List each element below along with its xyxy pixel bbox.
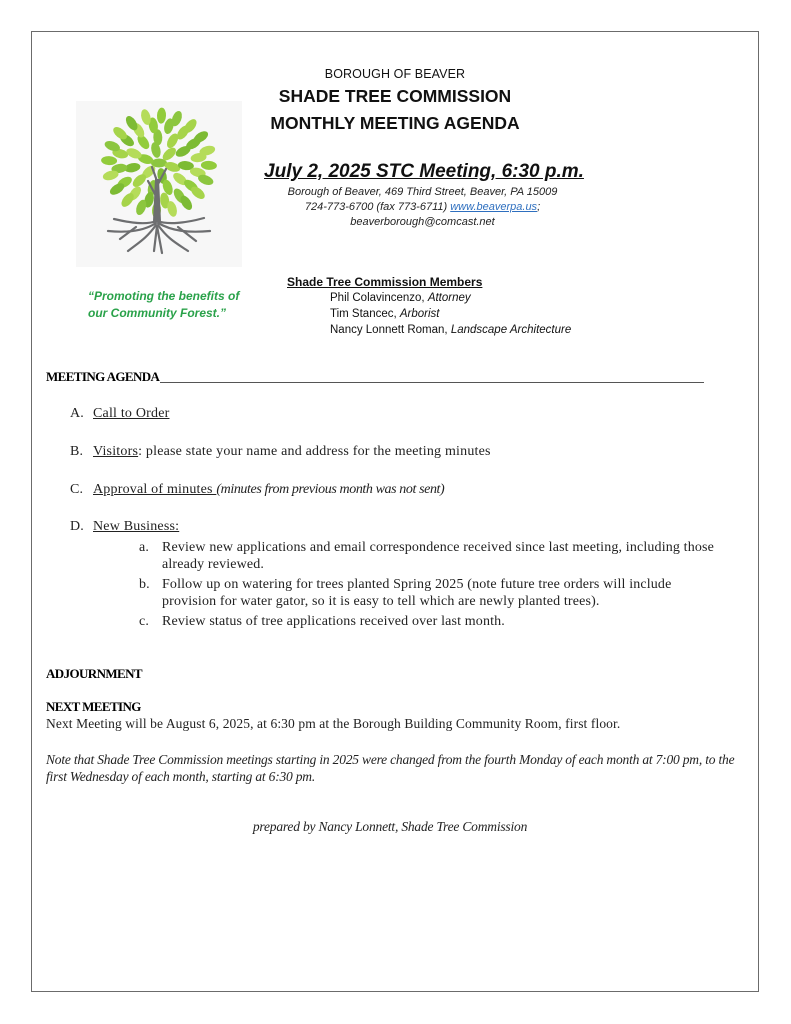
prepared-by: prepared by Nancy Lonnett, Shade Tree Commission	[252, 819, 528, 834]
phone-number: 724-773-6700 (fax 773-6711)	[304, 201, 448, 213]
item-letter: B.	[70, 444, 84, 459]
item-letter: A.	[70, 406, 85, 421]
address: Borough of Beaver, 469 Third Street, Beaver, PA 15009	[287, 186, 558, 198]
slogan-line-1: “Promoting the benefits of	[88, 289, 240, 303]
new-business-item-b	[139, 576, 722, 610]
member-item	[330, 308, 440, 320]
item-note: (minutes from previous month was not sent)	[216, 482, 445, 497]
next-meeting-text: Next Meeting will be August 6, 2025, at 6:30 pm at the Borough Building Community Room, first floor.	[46, 716, 621, 731]
tree-logo	[76, 101, 242, 267]
item-label: New Business:	[93, 519, 180, 534]
item-label: Call to Order	[93, 406, 170, 421]
agenda-title: MONTHLY MEETING AGENDA	[270, 113, 520, 133]
leaf-shape	[101, 156, 117, 166]
tree-icon	[76, 101, 242, 267]
organization-name: BOROUGH OF BEAVER	[324, 67, 466, 81]
item-label: Approval of minutes	[93, 482, 217, 497]
sub-item-text: Review status of tree applications received over last month.	[162, 614, 505, 629]
new-business-item-a	[139, 539, 722, 573]
adjournment-heading: ADJOURNMENT	[46, 666, 142, 681]
website-link[interactable]: www.beaverpa.us	[450, 201, 538, 213]
sub-item-letter: c.	[139, 614, 150, 629]
member-name: Nancy Lonnett Roman,	[330, 324, 451, 336]
agenda-heading-text: MEETING AGENDA	[46, 369, 160, 384]
member-item	[330, 324, 571, 336]
website-suffix: ;	[537, 201, 541, 213]
email-address: beaverborough@comcast.net	[350, 216, 495, 228]
slogan	[88, 288, 258, 322]
agenda-item-d	[70, 519, 179, 535]
member-item	[330, 292, 471, 304]
sub-item-letter: b.	[139, 577, 150, 592]
item-letter: C.	[70, 482, 84, 497]
agenda-item-a	[70, 406, 169, 422]
leaf-shape	[201, 160, 217, 170]
agenda-item-b	[70, 444, 491, 460]
leaf-shape	[157, 107, 167, 123]
member-name: Phil Colavincenzo,	[330, 292, 428, 304]
member-name: Tim Stancec,	[330, 308, 400, 320]
next-meeting-heading: NEXT MEETING	[46, 699, 141, 714]
member-role: Attorney	[427, 292, 471, 304]
sub-item-text: Review new applications and email correspondence received since last meeting, including those already reviewed.	[162, 540, 714, 572]
sub-item-text: Follow up on watering for trees planted Spring 2025 (note future tree orders will include provision for water gator, so it is easy to tell which are newly planted trees).	[162, 577, 672, 609]
agenda-heading	[46, 369, 704, 385]
meeting-date-heading: July 2, 2025 STC Meeting, 6:30 p.m.	[264, 161, 584, 182]
sub-item-letter: a.	[139, 540, 150, 555]
member-role: Arborist	[399, 308, 440, 320]
schedule-change-note: Note that Shade Tree Commission meetings starting in 2025 were changed from the fourth Monday of each month at 7:00 pm, to the first Wednesday of each month, starting at 6:30 pm.	[46, 752, 735, 784]
commission-title: SHADE TREE COMMISSION	[278, 86, 512, 106]
agenda-item-c	[70, 482, 444, 498]
new-business-item-c	[139, 613, 722, 630]
item-text: : please state your name and address for the meeting minutes	[138, 444, 491, 459]
contact-line	[250, 201, 595, 213]
item-letter: D.	[70, 519, 85, 534]
member-role: Landscape Architecture	[450, 324, 572, 336]
members-heading: Shade Tree Commission Members	[287, 275, 483, 289]
heading-rule	[160, 382, 704, 383]
item-label: Visitors	[93, 444, 139, 459]
slogan-line-2: our Community Forest.”	[88, 306, 227, 320]
